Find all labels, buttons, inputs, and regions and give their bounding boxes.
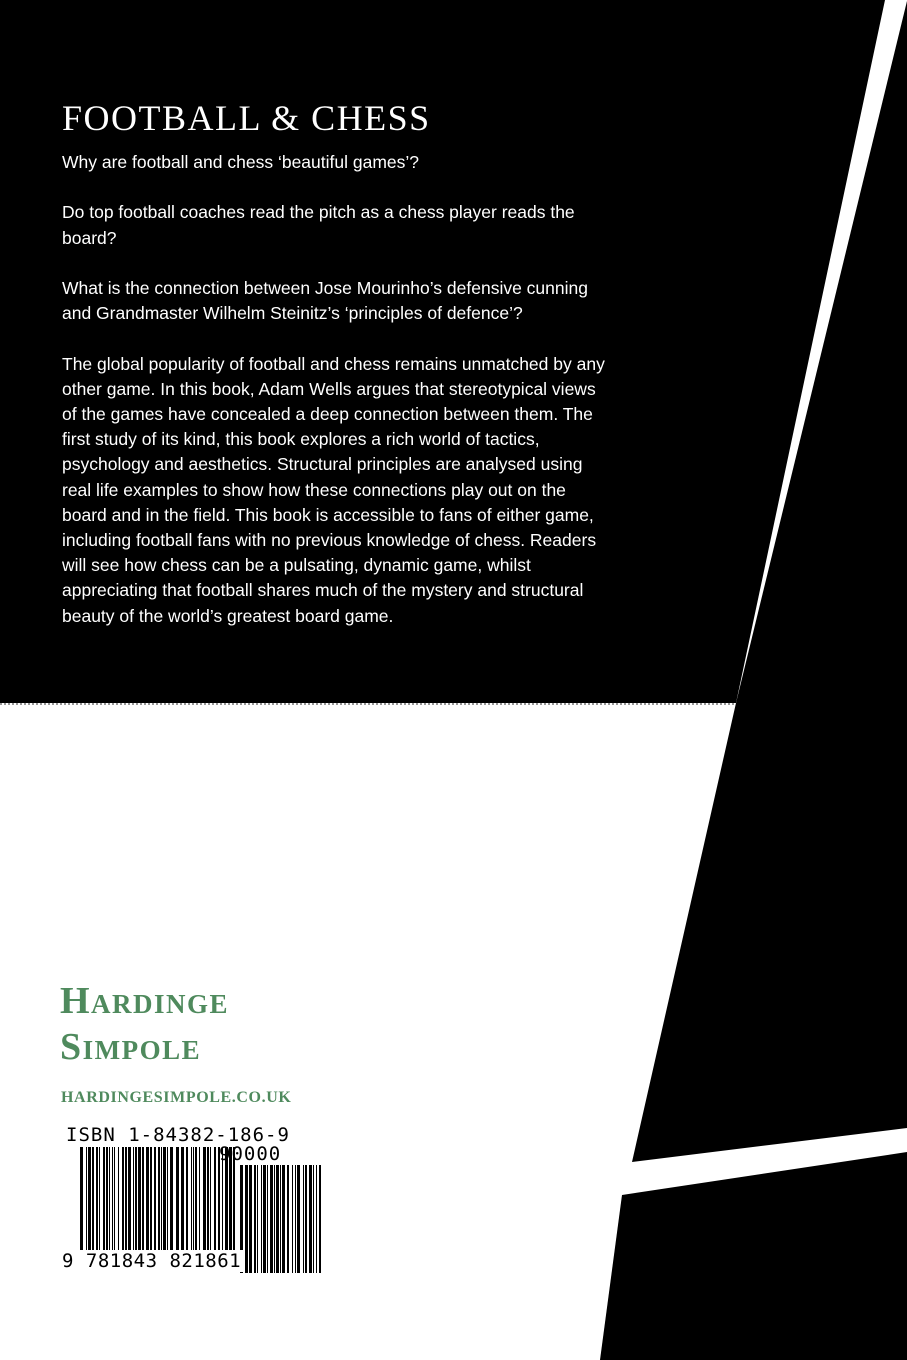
publisher-website: HARDINGESIMPOLE.CO.UK [61,1089,292,1106]
barcode-bar [295,1165,296,1273]
back-cover-blurb [62,150,612,629]
barcode-bar [122,1147,124,1255]
isbn-label: ISBN 1-84382-186-9 [66,1124,290,1146]
barcode-bar [86,1147,87,1255]
barcode-bar [316,1165,317,1273]
barcode-bar [305,1165,307,1273]
barcode-bar [142,1147,144,1255]
barcode-bar [319,1165,321,1273]
barcode-bar [276,1165,279,1273]
barcode-bar [245,1165,248,1273]
barcode-bar [167,1147,168,1255]
addon-barcode-bars [240,1165,322,1273]
barcode-bar [195,1147,197,1255]
barcode-bar [199,1147,200,1255]
barcode-bar [257,1165,258,1273]
barcode-bar [114,1147,115,1255]
barcode-bar [154,1147,156,1255]
barcode-bar [96,1147,98,1255]
barcode-bar [88,1147,91,1255]
barcode-bar [270,1165,273,1273]
barcode-bar [176,1147,179,1255]
barcode-bar [297,1165,300,1273]
barcode-bar [313,1165,314,1273]
barcode-bar [158,1147,160,1255]
book-title: FOOTBALL & CHESS [62,98,431,138]
barcode-addon-digits: 90000 [219,1143,282,1165]
barcode-bar [128,1147,131,1255]
barcode-bar [186,1147,188,1255]
barcode-bar [191,1147,192,1255]
barcode-bar [133,1147,134,1255]
top-right-white-wedge [885,0,907,8]
barcode-bar [125,1147,127,1255]
barcode-bar [210,1147,211,1255]
barcode-bar [80,1147,83,1255]
barcode-bar [203,1147,206,1255]
barcode-bar [282,1165,285,1273]
barcode-bar [112,1147,113,1255]
barcode-ean-digits: 9 781843 821861 [62,1250,242,1272]
barcode-bar [135,1147,137,1255]
barcode-bar [263,1165,266,1273]
barcode-bar [161,1147,162,1255]
ean-barcode-bars [80,1147,236,1255]
barcode-bar [181,1147,184,1255]
bottom-black-panel [600,1152,907,1360]
barcode-bar [118,1147,119,1255]
barcode-bar [309,1165,312,1273]
barcode-bar [150,1147,152,1255]
blurb-question-1: Why are football and chess ‘beautiful games’? [62,152,420,172]
barcode-bar [146,1147,149,1255]
barcode-bar [214,1147,216,1255]
publisher-name-line-2: Simpole [60,1026,202,1068]
barcode-bar [103,1147,105,1255]
barcode-bar [274,1165,275,1273]
barcode-bar [303,1165,304,1273]
barcode-bar [292,1165,293,1273]
barcode-bar [261,1165,262,1273]
barcode-bar [280,1165,281,1273]
blurb-description: The global popularity of football and chess remains unmatched by any other game. In this book, Adam Wells argues that stereotypical views of the games have concealed a deep connection between them. The first study of its kind, this book explores a rich world of tactics, psychology and aesthetics. Structural principles are analysed using real life examples to show how these connections play out on the board and in the field. This book is accessible to fans of either game, including football fans with no previous knowledge of chess. Readers will see how chess can be a pulsating, dynamic game, whilst appreciating that football shares much of the mystery and structural beauty of the world’s greatest board game. [62,353,605,626]
barcode-bar [170,1147,173,1255]
barcode-bar [109,1147,110,1255]
barcode-bar [249,1165,252,1273]
barcode-bar [92,1147,94,1255]
barcode-bar [99,1147,100,1255]
publisher-name-line-1: Hardinge [60,980,230,1022]
barcode-bar [106,1147,108,1255]
barcode-bar [267,1165,268,1273]
barcode-bar [287,1165,289,1273]
barcode-bar [138,1147,141,1255]
blurb-question-3: What is the connection between Jose Mourinho’s defensive cunning and Grandmaster Wilhelm Steinitz’s ‘principles of defence’? [62,277,588,324]
blurb-question-2: Do top football coaches read the pitch as a chess player reads the board? [62,202,575,248]
barcode-bar [163,1147,166,1255]
barcode-bar [207,1147,209,1255]
barcode-bar [193,1147,194,1255]
publisher-logo [60,978,229,1070]
barcode-bar [254,1165,256,1273]
